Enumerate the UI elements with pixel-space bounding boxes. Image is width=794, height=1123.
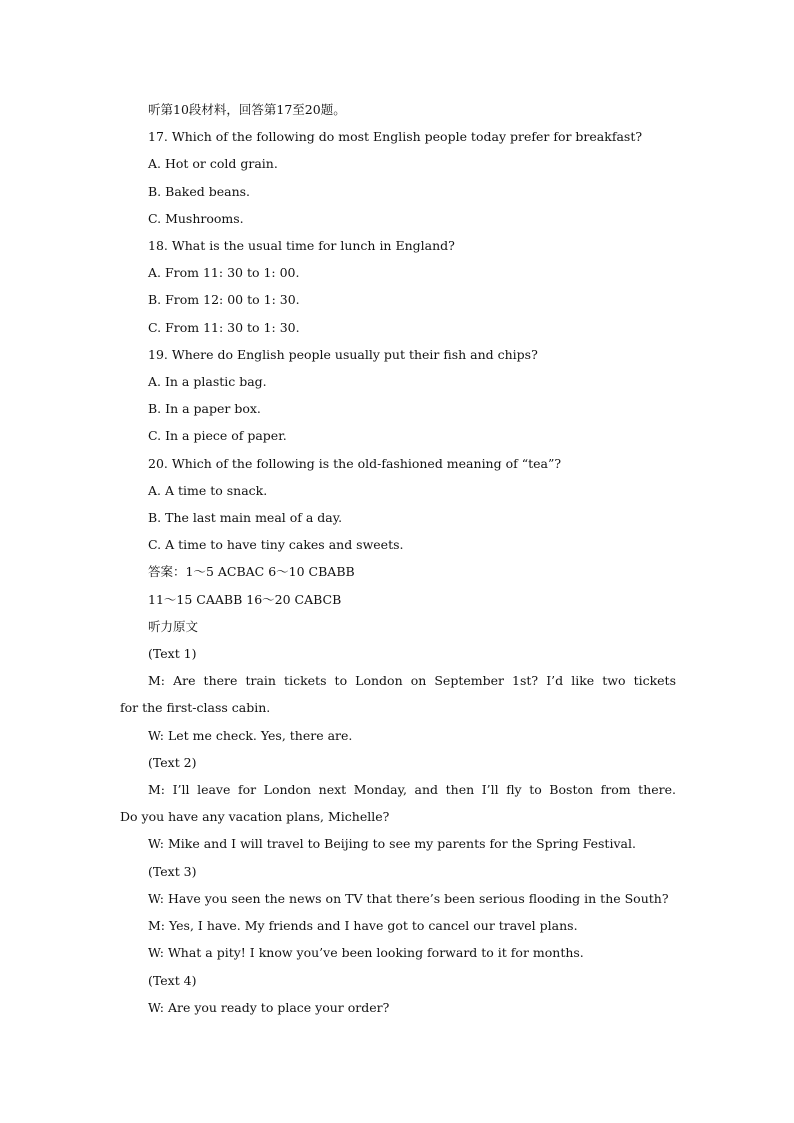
option-b: B. Baked beans. (148, 183, 251, 199)
text-1-woman-line: W: Let me check. Yes, there are. (148, 727, 353, 743)
option-c: C. From 11: 30 to 1: 30. (148, 319, 300, 335)
transcript-title: 听力原文 (148, 618, 199, 634)
option-a: A. In a plastic bag. (148, 374, 267, 390)
answer-key-line-1: 答案：1～5 ACBAC 6～10 CBABB (148, 564, 355, 580)
question-stem: 20. Which of the following is the old-fashioned meaning of “tea”? (148, 455, 562, 471)
question-19 (120, 341, 676, 450)
question-20 (120, 450, 676, 559)
text-2-woman-line: W: Mike and I will travel to Beijing to see my parents for the Spring Festival. (148, 836, 636, 852)
text-1-man-line: M: Are there train tickets to London on September 1st? I’d like two tickets (148, 673, 676, 689)
text-3-woman-line-2: W: What a pity! I know you’ve been looking forward to it for months. (148, 945, 584, 961)
option-a: A. From 11: 30 to 1: 00. (148, 265, 300, 281)
section-heading: 听第10段材料，回答第17至20题。 (148, 102, 346, 117)
option-c: C. A time to have tiny cakes and sweets. (148, 537, 404, 553)
question-stem: 19. Where do English people usually put their fish and chips? (148, 346, 538, 362)
question-stem: 18. What is the usual time for lunch in England? (148, 238, 455, 254)
text-3-label: (Text 3) (148, 863, 197, 879)
text-1-label: (Text 1) (148, 646, 197, 662)
text-2-man-line-continued: Do you have any vacation plans, Michelle? (120, 809, 390, 825)
option-c: C. In a piece of paper. (148, 428, 287, 444)
document-body (120, 96, 676, 1021)
option-b: B. From 12: 00 to 1: 30. (148, 292, 300, 308)
text-3-man-line: M: Yes, I have. My friends and I have got to cancel our travel plans. (148, 918, 578, 934)
text-1-man-line-continued: for the first-class cabin. (120, 700, 271, 716)
option-b: B. In a paper box. (148, 401, 261, 417)
question-stem: 17. Which of the following do most English people today prefer for breakfast? (148, 129, 643, 145)
answer-key-line-2: 11～15 CAABB 16～20 CABCB (148, 591, 342, 607)
question-18 (120, 232, 676, 341)
text-4-woman-line: W: Are you ready to place your order? (148, 999, 390, 1015)
option-b: B. The last main meal of a day. (148, 510, 343, 526)
option-a: A. Hot or cold grain. (148, 156, 278, 172)
text-4-label: (Text 4) (148, 972, 197, 988)
text-2-man-line: M: I’ll leave for London next Monday, and then I’ll fly to Boston from there. (148, 782, 676, 798)
text-3-woman-line-1: W: Have you seen the news on TV that there’s been serious flooding in the South? (148, 890, 669, 906)
question-17 (120, 123, 676, 232)
text-2-label: (Text 2) (148, 754, 197, 770)
option-c: C. Mushrooms. (148, 210, 244, 226)
option-a: A. A time to snack. (148, 482, 268, 498)
